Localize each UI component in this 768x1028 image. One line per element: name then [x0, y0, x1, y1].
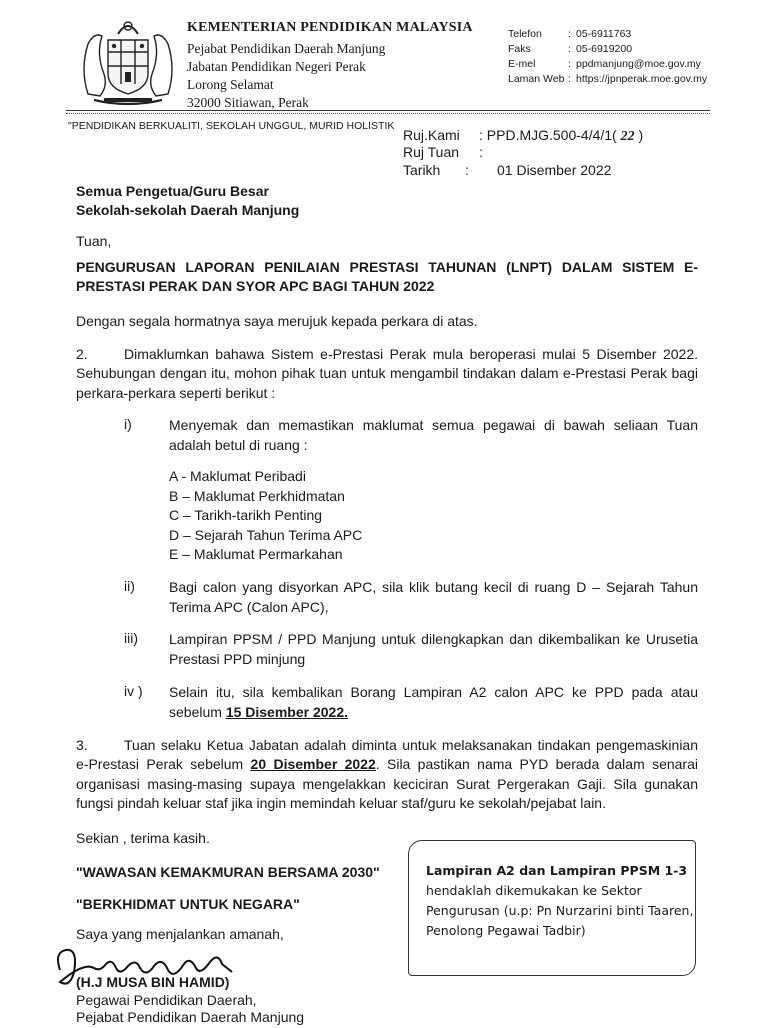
contact-row: E-mel : ppdmanjung@moe.gov.my	[508, 58, 701, 70]
paragraph-number: 2.	[76, 346, 88, 362]
signatory-name: (H.J MUSA BIN HAMID)	[76, 974, 230, 990]
contact-value: https://jpnperak.moe.gov.my	[576, 73, 708, 85]
list-item: B – Maklumat Perkhidmatan	[169, 487, 345, 504]
contact-value: 05-6911763	[576, 28, 632, 40]
item-text: Bagi calon yang disyorkan APC, sila klik butang kecil di ruang D – Sejarah Tahun Terima APC (Calon APC),	[169, 579, 698, 615]
paragraph-first-line: Dimaklumkan bahawa Sistem e-Prestasi Perak mula beroperasi mulai 5 Disember 2022.	[124, 346, 698, 362]
ruj-tuan-label: Ruj Tuan	[403, 144, 460, 160]
slogan: "BERKHIDMAT UNTUK NEGARA"	[76, 896, 300, 912]
address-line: Jabatan Pendidikan Negeri Perak	[187, 59, 366, 74]
opening-paragraph: Dengan segala hormatnya saya merujuk kepada perkara di atas.	[76, 313, 478, 329]
field-list	[169, 467, 362, 565]
list-item: E – Maklumat Permarkahan	[169, 546, 343, 562]
motto: "PENDIDIKAN BERKUALITI, SEKOLAH UNGGUL, MURID HOLISTIK	[68, 120, 395, 132]
contact-row: Faks : 05-6919200	[508, 43, 633, 55]
recipient-line: Semua Pengetua/Guru Besar	[76, 183, 269, 199]
closing: Sekian , terima kasih.	[76, 830, 210, 846]
item-text: Lampiran PPSM / PPD Manjung untuk dilengkapkan dan dikembalikan ke Urusetia Prestasi PPD minjung	[169, 631, 698, 667]
note-line: Pengurusan (u.p: Pn Nurzarini binti Taaren,	[426, 903, 694, 918]
contact-label: E-mel	[508, 58, 536, 70]
paragraph-number: 3.	[76, 737, 88, 753]
salutation: Tuan,	[76, 233, 112, 249]
list-item: D – Sejarah Tahun Terima APC	[169, 526, 363, 543]
contact-label: Laman Web	[508, 73, 565, 85]
address-line: Lorong Selamat	[187, 77, 274, 92]
paragraph-body: Sehubungan dengan itu, mohon pihak tuan untuk mengambil tindakan dalam e-Prestasi Perak bagi perkara-perkara seperti berikut :	[76, 365, 698, 401]
ministry-name: KEMENTERIAN PENDIDIKAN MALAYSIA	[187, 20, 473, 35]
item-text: Menyemak dan memastikan maklumat semua pegawai di bawah seliaan Tuan adalah betul di ruang :	[169, 417, 698, 453]
item-text: Selain itu, sila kembalikan Borang Lampiran A2 calon APC ke PPD pada atau sebelum 15 Disember 2022.	[169, 684, 698, 720]
ref-tarikh	[403, 162, 611, 178]
paragraph-body: e-Prestasi Perak sebelum 20 Disember 2022. Sila pastikan nama PYD berada dalam senarai organisasi masing-masing supaya mengelakkan keciciran Surat Pergerakan Gaji. Sila gunakan fungsi pindah keluar staf jika ingin memindah keluar staf/guru ke sekolah/pejabat lain.	[76, 756, 698, 811]
ruj-kami-value: : PPD.MJG.500-4/4/1(	[479, 127, 621, 143]
tarikh-value: 01 Disember 2022	[497, 162, 612, 178]
coat-of-arms-icon	[74, 14, 182, 106]
contact-row: Telefon : 05-6911763	[508, 28, 632, 40]
ruj-kami-close: )	[634, 127, 644, 143]
list-item: A - Maklumat Peribadi	[169, 468, 306, 484]
address-line: 32000 Sitiawan, Perak	[187, 95, 309, 110]
subject-line: PRESTASI PERAK DAN SYOR APC BAGI TAHUN 2022	[76, 278, 435, 294]
contact-value: ppdmanjung@moe.gov.my	[576, 58, 701, 70]
tarikh-colon: :	[465, 162, 469, 178]
contact-label: Faks	[508, 43, 531, 55]
ruj-tuan-value: :	[479, 144, 483, 160]
contact-block	[508, 27, 707, 87]
tarikh-label: Tarikh	[403, 162, 441, 178]
subject-line: PENGURUSAN LAPORAN PENILAIAN PRESTASI TAHUNAN (LNPT) DALAM SISTEM E-	[76, 259, 698, 275]
signatory-office: Pejabat Pendidikan Daerah Manjung	[76, 1009, 305, 1025]
paragraph-first-line: Tuan selaku Ketua Jabatan adalah diminta untuk melaksanakan tindakan pengemaskinian	[124, 737, 698, 753]
item-number: iii)	[124, 630, 138, 646]
ruj-kami-label: Ruj.Kami	[403, 127, 460, 143]
note-title: Lampiran A2 dan Lampiran PPSM 1-3	[426, 863, 688, 878]
slogan: "WAWASAN KEMAKMURAN BERSAMA 2030"	[76, 864, 380, 880]
item-number: ii)	[124, 578, 135, 594]
item-number: iv )	[124, 683, 143, 699]
sign-intro: Saya yang menjalankan amanah,	[76, 926, 284, 942]
attachment-note	[426, 861, 693, 941]
recipient-line: Sekolah-sekolah Daerah Manjung	[76, 202, 300, 218]
contact-value: 05-6919200	[576, 43, 633, 55]
deadline-date: 15 Disember 2022.	[225, 703, 349, 720]
address-line: Pejabat Pendidikan Daerah Manjung	[187, 41, 386, 56]
contact-row: Laman Web : https://jpnperak.moe.gov.my	[508, 73, 708, 85]
list-item: C – Tarikh-tarikh Penting	[169, 507, 323, 523]
letterhead-divider-dotted	[66, 113, 710, 114]
item-number: i)	[124, 416, 132, 432]
signatory-title: Pegawai Pendidikan Daerah,	[76, 992, 257, 1008]
note-line: Penolong Pegawai Tadbir)	[426, 923, 586, 938]
letterhead-divider	[66, 110, 710, 111]
note-line: hendaklah dikemukakan ke Sektor	[426, 883, 642, 898]
deadline-date: 20 Disember 2022	[250, 756, 376, 772]
ref-ruj-kami	[403, 127, 643, 145]
ruj-kami-handwritten: 22	[620, 129, 635, 144]
ref-ruj-tuan	[403, 144, 483, 160]
contact-label: Telefon	[508, 28, 542, 40]
